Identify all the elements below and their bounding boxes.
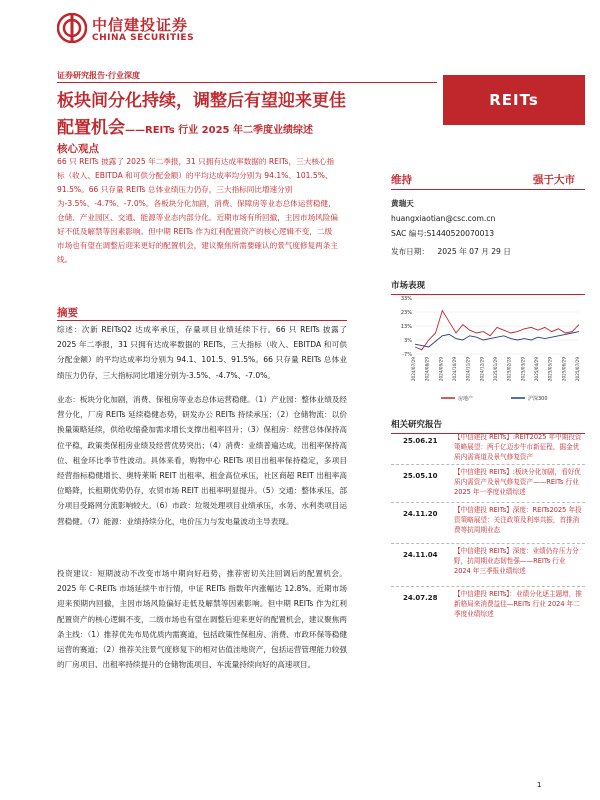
x-tick-label: 2024/11/29 bbox=[465, 357, 471, 382]
header-divider bbox=[57, 82, 437, 83]
market-performance-title: 市场表现 bbox=[391, 279, 585, 295]
summary-paragraph-sectors: 业态：板块分化加剧，消费、保租房等业态总体运营稳健。（1）产业园：整体业绩及经营分化，厂房 REITs 延续稳健态势，研发办公 REITs 持续承压；（2）仓储物流：以价换量策略延续，供给收缩叠加需求增长支撑出租率回升；（3）保租房：经营总体保持高位平稳，政策类保租房业绩及经营优势突出；（4）消费：业绩普遍达成，出租率保持高位、租金环比季节性波动。具体来看，购物中心 REITs 项目出租率保持稳定，多项目经营指标稳健增长、奥特莱斯 REIT 出租率、租金高位承压，社区商超 REIT 出租率高位略降，长租期优势仍存，农贸市场 REIT 出租率明显提升。（5）交通：整体承压，部分项目受路网分流影响较大。（6）市政：垃圾处理项目业绩承压，水务、水利类项目运营稳健。（7）能源：业绩持续分化，电价压力与发电量波动主导表现。 bbox=[57, 395, 347, 526]
report-title-line1: 板块间分化持续，调整后有望迎来更佳 bbox=[57, 91, 346, 111]
publish-date-label: 发布日期： bbox=[391, 247, 429, 256]
related-report-link[interactable]: 【中信建投 REITs】:REIT2025 年中期投资策略展望：两千亿迈步牛市新征程，掘金优质内需赛道及景气修复资产 bbox=[454, 433, 582, 461]
logo-text-cn: 中信建投证券 bbox=[92, 16, 189, 34]
x-tick-label: 2025/03/29 bbox=[520, 357, 526, 382]
logo-icon bbox=[57, 13, 87, 43]
x-tick-label: 2025/06/29 bbox=[561, 357, 567, 382]
series-line bbox=[415, 311, 579, 350]
related-report-separator bbox=[391, 543, 585, 544]
related-report-separator bbox=[391, 586, 585, 587]
x-tick-label: 2024/12/29 bbox=[479, 357, 485, 382]
x-tick-label: 2025/02/28 bbox=[506, 357, 512, 382]
related-reports-title: 相关研究报告 bbox=[391, 418, 585, 434]
related-report-date: 24.11.04 bbox=[403, 551, 438, 559]
analyst-email[interactable]: huangxiaotian@csc.com.cn bbox=[391, 214, 496, 223]
x-tick-label: 2025/07/29 bbox=[575, 357, 580, 382]
publish-date: 2025 年 07 月 29 日 bbox=[437, 247, 511, 256]
core-view-text: 66 只 REITs 披露了 2025 年二季报，31 只拥有达成率数据的 REITs，三大核心指标（收入、EBITDA 和可供分配金额）的平均达成率均分别为 94.1%、101.5%、91.5%。66 只存量 REITs 总体业绩压力仍存，三大指标同比增速分别为-3.5%、-4.7%、-7.0%。各板块分化加剧，消费、保障房等业态总体运营稳健，仓储、产业园区、交通、能源等业态内部分化。近期市场有所回撤，主因市场风险偏好不低及解禁等因素影响。但中期 REITs 作为红利配置资产的核心逻辑不变，二级市场也有望在调整后迎来更好的配置机会，建议聚焦所需要確认的景气度修复两条主线。 bbox=[57, 157, 338, 264]
related-report-date: 24.07.28 bbox=[403, 594, 438, 602]
rating-bar bbox=[391, 172, 585, 190]
page-number: 1 bbox=[537, 781, 542, 789]
core-view-heading: 核心观点 bbox=[57, 143, 99, 155]
related-report-separator bbox=[391, 464, 585, 465]
related-report-date: 25.06.21 bbox=[403, 437, 438, 445]
summary-divider bbox=[57, 320, 347, 321]
analyst-sac: SAC 编号:S1440520070013 bbox=[391, 229, 495, 238]
related-report-link[interactable]: 【中信建投 REITs】：业绩分化逐主题增，推新格局来消费益佳—REITs 行业 2024 年二季度业绩综述 bbox=[454, 590, 582, 618]
related-report-date: 24.11.20 bbox=[403, 510, 438, 518]
x-tick-label: 2024/10/29 bbox=[452, 357, 457, 382]
series-line bbox=[415, 332, 579, 347]
summary-paragraph-advice: 投资建议：短期波动不改变市场中期向好趋势，推荐密切关注回调后的配置机会。2025 年 C-REITs 市场延续牛市行情，中证 REITs 指数年内涨幅达 12.8%。近期市场迎来预期内回撤，主因市场风险偏好走低及解禁等因素影响。但中期 REITs 作为红利配置资产的核心逻辑不变，二级市场也有望在调整后迎来更好的配置机会，建议聚焦两条主线：（1）推荐优先布局优质内需赛道，包括政策性保租房、消费、市政环保等稳健运营的赛道；（2）推荐关注景气度修复下的相对估值洼地资产，包括运营管理能力较强的厂房项目、出租率持续提升的仓储物流项目、车流量持续向好的高速项目。 bbox=[57, 569, 347, 670]
related-report-link[interactable]: 【中信建投 REITs】深度：业绩仍存压力分野，抗周期业态韧性强——REITs 行业 2024 年三季报业绩综述 bbox=[454, 547, 579, 575]
report-title-line2 bbox=[57, 115, 437, 144]
report-type: 证券研究报告·行业深度 bbox=[57, 71, 141, 80]
summary-heading: 摘要 bbox=[57, 307, 78, 319]
related-report-separator bbox=[391, 502, 585, 503]
publish-date-row bbox=[391, 244, 585, 259]
y-tick-label: 33% bbox=[400, 296, 412, 302]
analyst-name: 黄瑞天 bbox=[391, 199, 414, 208]
x-tick-label: 2025/05/29 bbox=[547, 357, 553, 382]
logo-text-en: CHINA SECURITIES bbox=[92, 33, 195, 43]
x-tick-label: 2024/09/29 bbox=[438, 357, 444, 382]
analyst-info bbox=[391, 196, 585, 259]
x-tick-label: 2024/07/29 bbox=[411, 357, 416, 382]
related-report-link[interactable]: 【中信建投 REITs】深度：REITs2025 年投资策略展望：关注政策及利率共振，首推消费等抗周期业态 bbox=[454, 506, 582, 534]
sector-tag: REITs bbox=[443, 75, 585, 125]
x-tick-label: 2024/08/29 bbox=[424, 357, 430, 382]
y-tick-label: 23% bbox=[400, 310, 412, 316]
legend-label: 沪深300 bbox=[528, 396, 548, 402]
summary-paragraph-overview: 综述：次新 REITsQ2 达成率承压，存量项目业绩延续下行。66 只 REITs 披露了 2025 年二季报，31 只拥有达成率数据的 REITs，三大指标（收入、EBITDA 和可供分配金额）的平均达成率均分别为 94.1、101.5、91.5%。66 只存量 REITs 总体业绩压力仍存，三大指标同比增速分别为-3.5%、-4.7%、-7.0%。 bbox=[57, 325, 347, 380]
rating-value: 强于大市 bbox=[533, 174, 575, 186]
y-tick-label: -7% bbox=[402, 352, 412, 358]
report-subtitle: ——REITs 行业 2025 年二季度业绩综述 bbox=[125, 125, 313, 136]
x-tick-label: 2025/04/29 bbox=[534, 357, 539, 382]
related-report-date: 25.05.10 bbox=[403, 472, 438, 480]
y-tick-label: 13% bbox=[400, 324, 412, 330]
x-tick-label: 2025/01/29 bbox=[493, 357, 498, 382]
y-tick-label: 3% bbox=[404, 338, 412, 344]
rating-action: 维持 bbox=[391, 174, 412, 186]
related-report-link[interactable]: 【中信建投 REITs】:板块分化加剧，看好优质内需资产及景气修复资产——REITs 行业 2025 年一季度业绩综述 bbox=[454, 468, 581, 496]
report-title-main: 配置机会 bbox=[57, 118, 125, 138]
market-performance-chart bbox=[391, 292, 585, 404]
legend-label: 房地产 bbox=[458, 396, 474, 402]
